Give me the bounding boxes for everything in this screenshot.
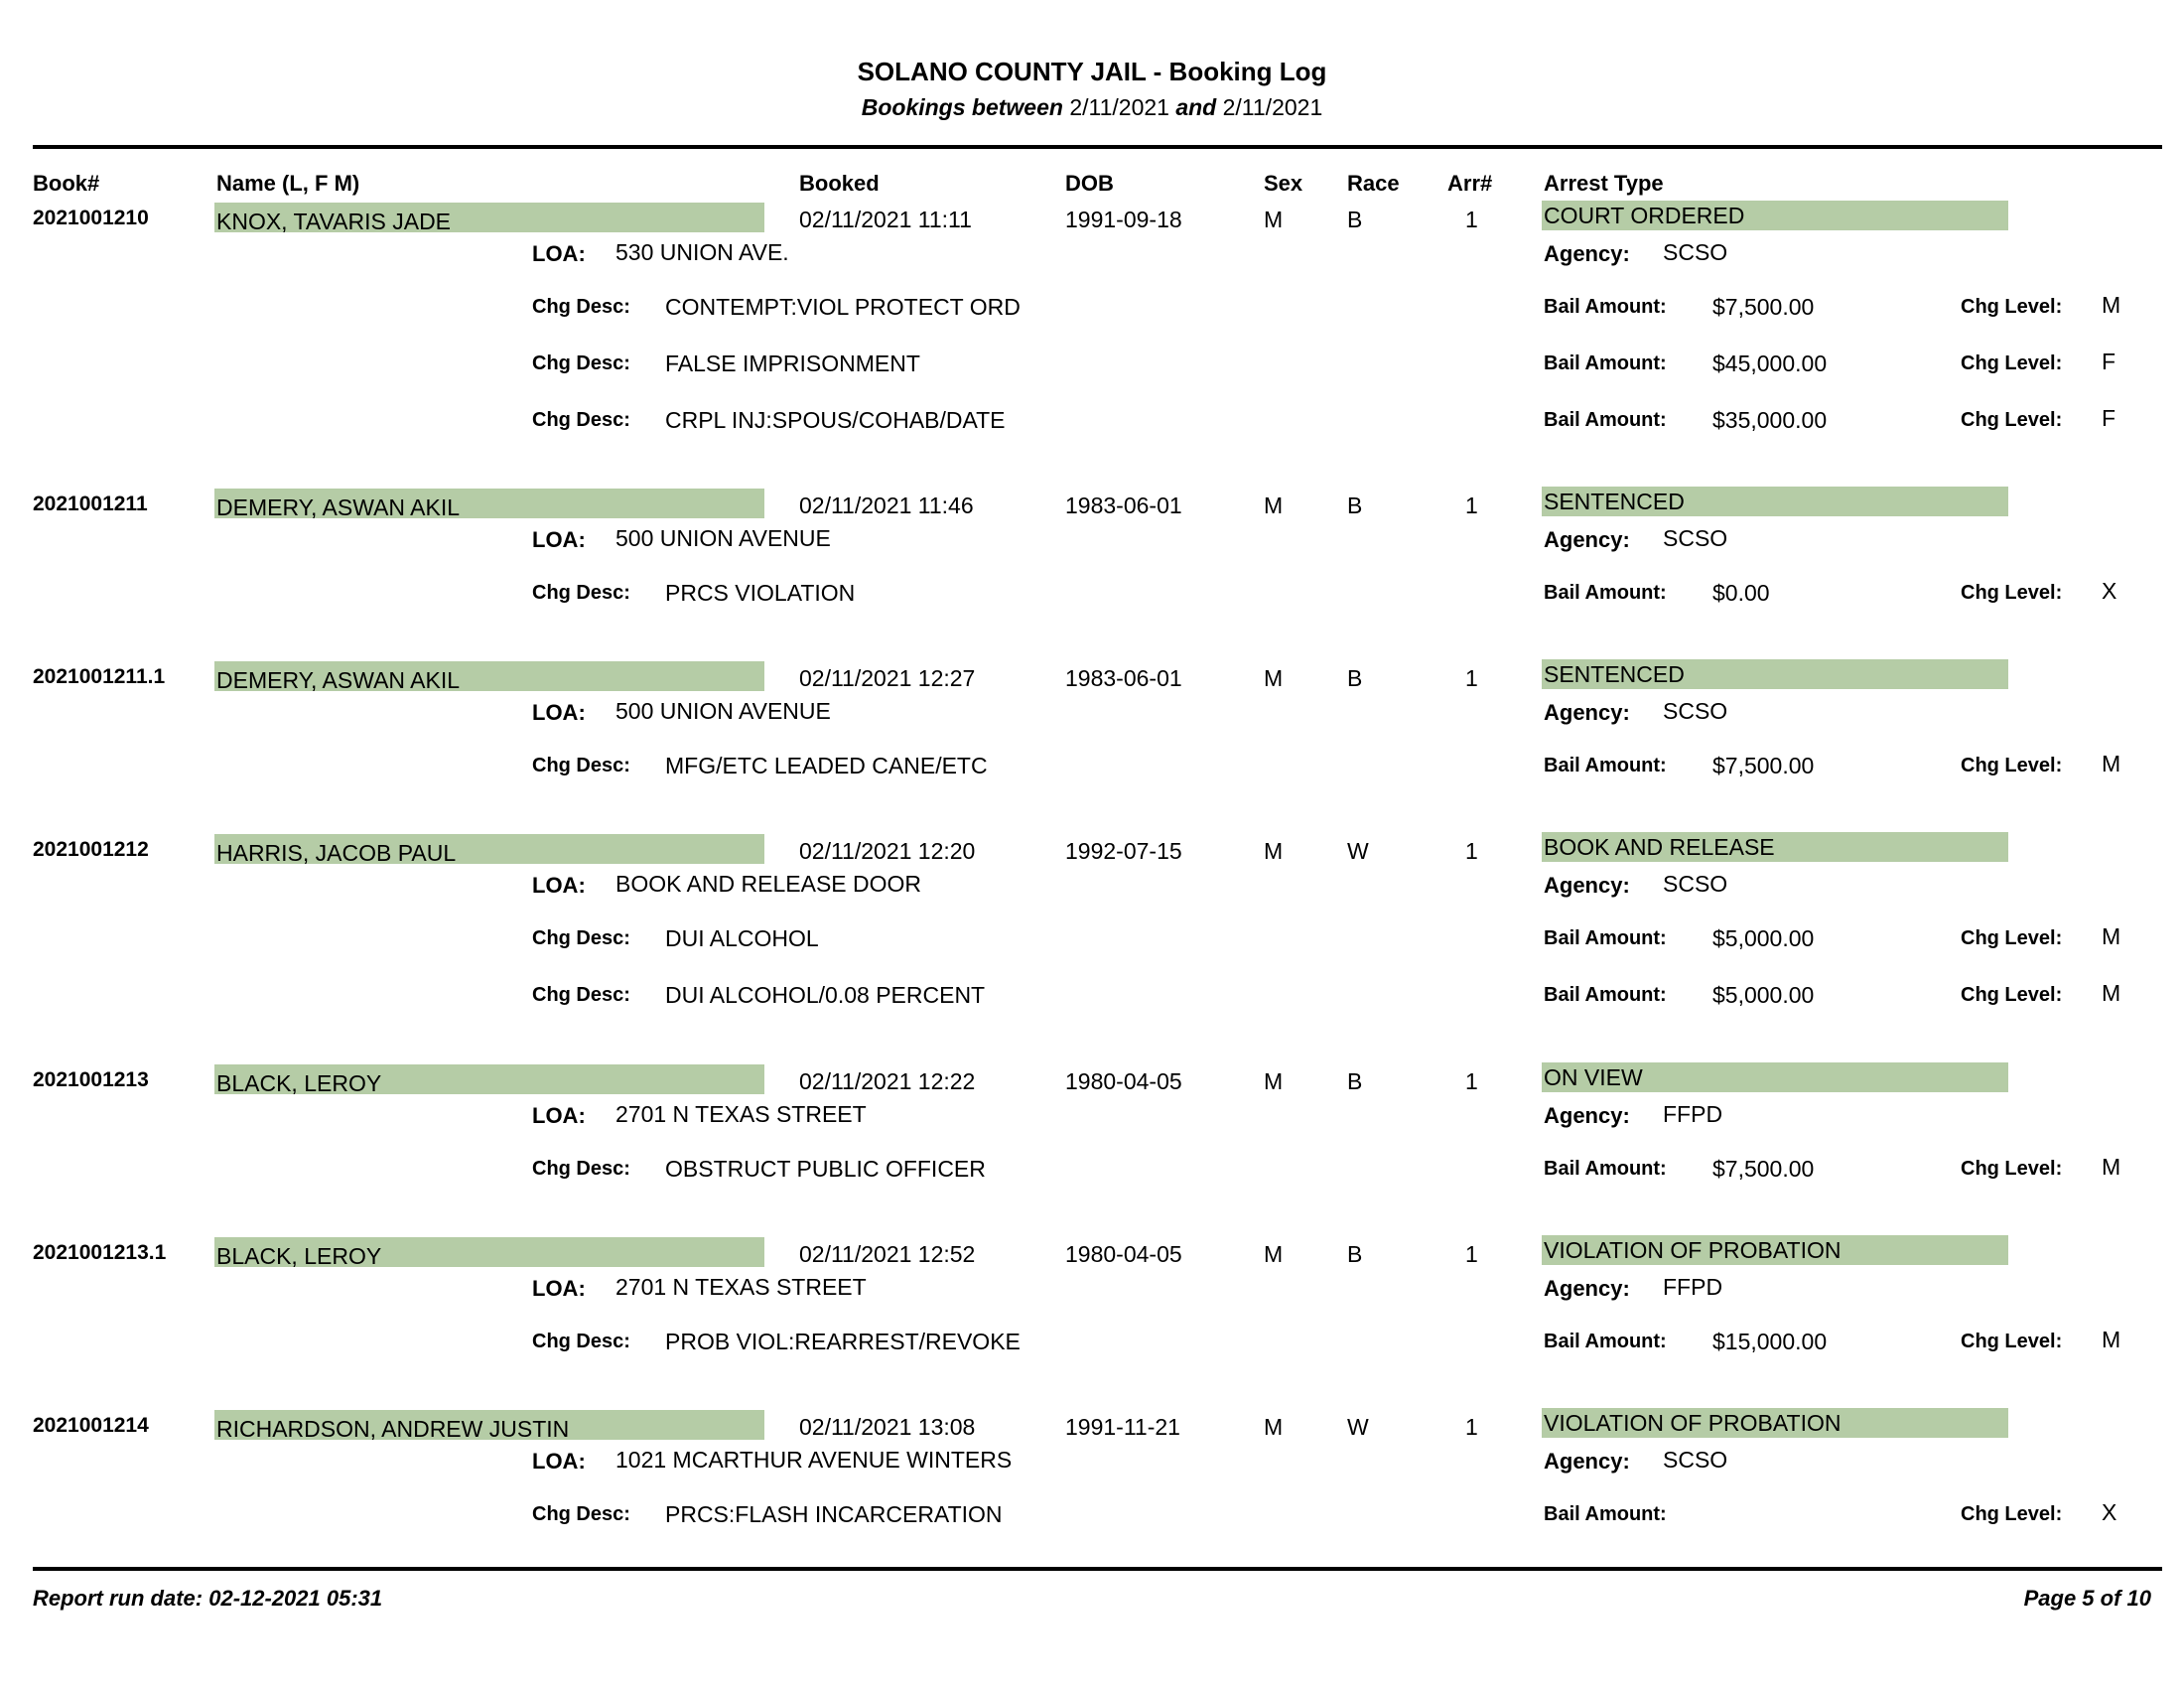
col-race: Race: [1347, 171, 1400, 196]
arr-number: 1: [1465, 1414, 1478, 1440]
book-number: 2021001211: [33, 492, 148, 515]
charge-desc-label: Chg Desc:: [532, 352, 630, 374]
loa-label: LOA:: [532, 700, 586, 725]
bail-amount-label: Bail Amount:: [1544, 1331, 1667, 1352]
arr-number: 1: [1465, 1241, 1478, 1267]
charge-level: M: [2102, 980, 2121, 1006]
agency-value: SCSO: [1663, 698, 1728, 724]
charge-level-label: Chg Level:: [1961, 927, 2063, 949]
charge-desc-label: Chg Desc:: [532, 1503, 630, 1525]
book-number: 2021001211.1: [33, 665, 166, 688]
arrest-type: SENTENCED: [1544, 489, 1685, 514]
book-number: 2021001212: [33, 838, 149, 861]
booked-datetime: 02/11/2021 12:22: [799, 1068, 976, 1094]
charge-level: M: [2102, 292, 2121, 318]
bail-amount: $0.00: [1712, 580, 1770, 606]
arrest-type: SENTENCED: [1544, 661, 1685, 687]
agency-label: Agency:: [1544, 873, 1630, 898]
col-sex: Sex: [1264, 171, 1303, 196]
col-arr: Arr#: [1447, 171, 1493, 196]
bail-amount: $15,000.00: [1712, 1329, 1828, 1354]
agency-value: SCSO: [1663, 239, 1728, 265]
sex: M: [1264, 207, 1284, 232]
charge-level-label: Chg Level:: [1961, 1331, 2063, 1352]
end-date: 2/11/2021: [1222, 94, 1323, 120]
charge-desc: OBSTRUCT PUBLIC OFFICER: [665, 1156, 986, 1182]
charge-desc-label: Chg Desc:: [532, 1331, 630, 1352]
arrest-type: BOOK AND RELEASE: [1544, 834, 1775, 860]
bail-amount-label: Bail Amount:: [1544, 582, 1667, 604]
loa-value: 530 UNION AVE.: [615, 239, 789, 265]
charge-level: M: [2102, 923, 2121, 949]
charge-desc: PRCS:FLASH INCARCERATION: [665, 1501, 1003, 1527]
charge-desc-label: Chg Desc:: [532, 582, 630, 604]
loa-value: 500 UNION AVENUE: [615, 698, 831, 724]
booked-datetime: 02/11/2021 12:27: [799, 665, 976, 691]
loa-value: BOOK AND RELEASE DOOR: [615, 871, 922, 897]
agency-label: Agency:: [1544, 527, 1630, 552]
loa-value: 2701 N TEXAS STREET: [615, 1274, 867, 1300]
subtitle-and: and: [1175, 94, 1217, 120]
race: B: [1347, 492, 1363, 518]
loa-label: LOA:: [532, 873, 586, 898]
inmate-name: BLACK, LEROY: [216, 1243, 382, 1269]
arrest-type: VIOLATION OF PROBATION: [1544, 1410, 1842, 1436]
inmate-name: BLACK, LEROY: [216, 1070, 382, 1096]
charge-desc-label: Chg Desc:: [532, 755, 630, 776]
sex: M: [1264, 1068, 1284, 1094]
loa-value: 1021 MCARTHUR AVENUE WINTERS: [615, 1447, 1013, 1473]
col-name: Name (L, F M): [216, 171, 360, 196]
bail-amount-label: Bail Amount:: [1544, 296, 1667, 318]
book-number: 2021001214: [33, 1414, 149, 1437]
agency-label: Agency:: [1544, 700, 1630, 725]
charge-desc-label: Chg Desc:: [532, 409, 630, 431]
bail-amount: $5,000.00: [1712, 925, 1815, 951]
bail-amount: $7,500.00: [1712, 753, 1815, 778]
agency-label: Agency:: [1544, 241, 1630, 266]
charge-level: M: [2102, 751, 2121, 776]
charge-level: X: [2102, 1499, 2117, 1525]
col-book: Book#: [33, 171, 100, 196]
dob: 1983-06-01: [1065, 665, 1182, 691]
loa-value: 500 UNION AVENUE: [615, 525, 831, 551]
bail-amount: $35,000.00: [1712, 407, 1828, 433]
race: B: [1347, 665, 1363, 691]
inmate-name: KNOX, TAVARIS JADE: [216, 209, 452, 234]
charge-desc: MFG/ETC LEADED CANE/ETC: [665, 753, 988, 778]
arrest-type: VIOLATION OF PROBATION: [1544, 1237, 1842, 1263]
bail-amount-label: Bail Amount:: [1544, 984, 1667, 1006]
race: B: [1347, 1241, 1363, 1267]
dob: 1983-06-01: [1065, 492, 1182, 518]
sex: M: [1264, 492, 1284, 518]
agency-value: FFPD: [1663, 1101, 1723, 1127]
bail-amount-label: Bail Amount:: [1544, 755, 1667, 776]
report-run-date: Report run date: 02-12-2021 05:31: [33, 1586, 383, 1611]
charge-level-label: Chg Level:: [1961, 755, 2063, 776]
bail-amount-label: Bail Amount:: [1544, 1503, 1667, 1525]
arrest-type: COURT ORDERED: [1544, 203, 1745, 228]
loa-label: LOA:: [532, 1103, 586, 1128]
arr-number: 1: [1465, 665, 1478, 691]
agency-value: SCSO: [1663, 525, 1728, 551]
col-dob: DOB: [1065, 171, 1114, 196]
loa-label: LOA:: [532, 527, 586, 552]
bail-amount: $7,500.00: [1712, 1156, 1815, 1182]
report-title: SOLANO COUNTY JAIL - Booking Log: [857, 57, 1327, 86]
agency-label: Agency:: [1544, 1103, 1630, 1128]
loa-value: 2701 N TEXAS STREET: [615, 1101, 867, 1127]
charge-desc: PROB VIOL:REARREST/REVOKE: [665, 1329, 1021, 1354]
bail-amount-label: Bail Amount:: [1544, 927, 1667, 949]
charge-level-label: Chg Level:: [1961, 409, 2063, 431]
book-number: 2021001213: [33, 1068, 149, 1091]
booked-datetime: 02/11/2021 12:20: [799, 838, 976, 864]
charge-level-label: Chg Level:: [1961, 1158, 2063, 1180]
col-booked: Booked: [799, 171, 880, 196]
charge-level: F: [2102, 405, 2116, 431]
charge-desc-label: Chg Desc:: [532, 296, 630, 318]
inmate-name: RICHARDSON, ANDREW JUSTIN: [216, 1416, 570, 1442]
charge-level: X: [2102, 578, 2117, 604]
dob: 1980-04-05: [1065, 1241, 1182, 1267]
booked-datetime: 02/11/2021 13:08: [799, 1414, 976, 1440]
inmate-name: DEMERY, ASWAN AKIL: [216, 494, 461, 520]
arr-number: 1: [1465, 492, 1478, 518]
bail-amount: $5,000.00: [1712, 982, 1815, 1008]
agency-label: Agency:: [1544, 1449, 1630, 1474]
charge-level: M: [2102, 1154, 2121, 1180]
charge-desc-label: Chg Desc:: [532, 927, 630, 949]
agency-value: SCSO: [1663, 871, 1728, 897]
race: B: [1347, 207, 1363, 232]
bail-amount-label: Bail Amount:: [1544, 1158, 1667, 1180]
booked-datetime: 02/11/2021 12:52: [799, 1241, 976, 1267]
agency-label: Agency:: [1544, 1276, 1630, 1301]
inmate-name: HARRIS, JACOB PAUL: [216, 840, 457, 866]
loa-label: LOA:: [532, 1276, 586, 1301]
arr-number: 1: [1465, 207, 1478, 232]
report-subtitle: [0, 94, 2184, 121]
dob: 1991-09-18: [1065, 207, 1182, 232]
charge-level-label: Chg Level:: [1961, 1503, 2063, 1525]
charge-level-label: Chg Level:: [1961, 352, 2063, 374]
charge-desc-label: Chg Desc:: [532, 1158, 630, 1180]
charge-level-label: Chg Level:: [1961, 582, 2063, 604]
top-rule: [33, 145, 2162, 149]
col-arrest-type: Arrest Type: [1544, 171, 1664, 196]
loa-label: LOA:: [532, 241, 586, 266]
book-number: 2021001213.1: [33, 1241, 167, 1264]
charge-desc: CONTEMPT:VIOL PROTECT ORD: [665, 294, 1021, 320]
arr-number: 1: [1465, 838, 1478, 864]
agency-value: FFPD: [1663, 1274, 1723, 1300]
bail-amount: $7,500.00: [1712, 294, 1815, 320]
dob: 1992-07-15: [1065, 838, 1182, 864]
race: B: [1347, 1068, 1363, 1094]
charge-desc: CRPL INJ:SPOUS/COHAB/DATE: [665, 407, 1006, 433]
agency-value: SCSO: [1663, 1447, 1728, 1473]
bail-amount-label: Bail Amount:: [1544, 409, 1667, 431]
charge-level-label: Chg Level:: [1961, 984, 2063, 1006]
sex: M: [1264, 1241, 1284, 1267]
bail-amount-label: Bail Amount:: [1544, 352, 1667, 374]
bottom-rule: [33, 1567, 2162, 1571]
inmate-name: DEMERY, ASWAN AKIL: [216, 667, 461, 693]
charge-level: F: [2102, 349, 2116, 374]
arr-number: 1: [1465, 1068, 1478, 1094]
booked-datetime: 02/11/2021 11:46: [799, 492, 974, 518]
subtitle-prefix: Bookings between: [861, 94, 1063, 120]
charge-level: M: [2102, 1327, 2121, 1352]
charge-desc: PRCS VIOLATION: [665, 580, 856, 606]
charge-desc: DUI ALCOHOL/0.08 PERCENT: [665, 982, 986, 1008]
charge-level-label: Chg Level:: [1961, 296, 2063, 318]
dob: 1991-11-21: [1065, 1414, 1180, 1440]
bail-amount: $45,000.00: [1712, 351, 1828, 376]
charge-desc-label: Chg Desc:: [532, 984, 630, 1006]
page-number: Page 5 of 10: [2023, 1586, 2151, 1611]
booked-datetime: 02/11/2021 11:11: [799, 207, 972, 232]
race: W: [1347, 838, 1369, 864]
dob: 1980-04-05: [1065, 1068, 1182, 1094]
book-number: 2021001210: [33, 207, 149, 229]
sex: M: [1264, 665, 1284, 691]
loa-label: LOA:: [532, 1449, 586, 1474]
sex: M: [1264, 1414, 1284, 1440]
arrest-type: ON VIEW: [1544, 1064, 1643, 1090]
sex: M: [1264, 838, 1284, 864]
start-date: 2/11/2021: [1069, 94, 1169, 120]
race: W: [1347, 1414, 1369, 1440]
charge-desc: FALSE IMPRISONMENT: [665, 351, 920, 376]
charge-desc: DUI ALCOHOL: [665, 925, 819, 951]
